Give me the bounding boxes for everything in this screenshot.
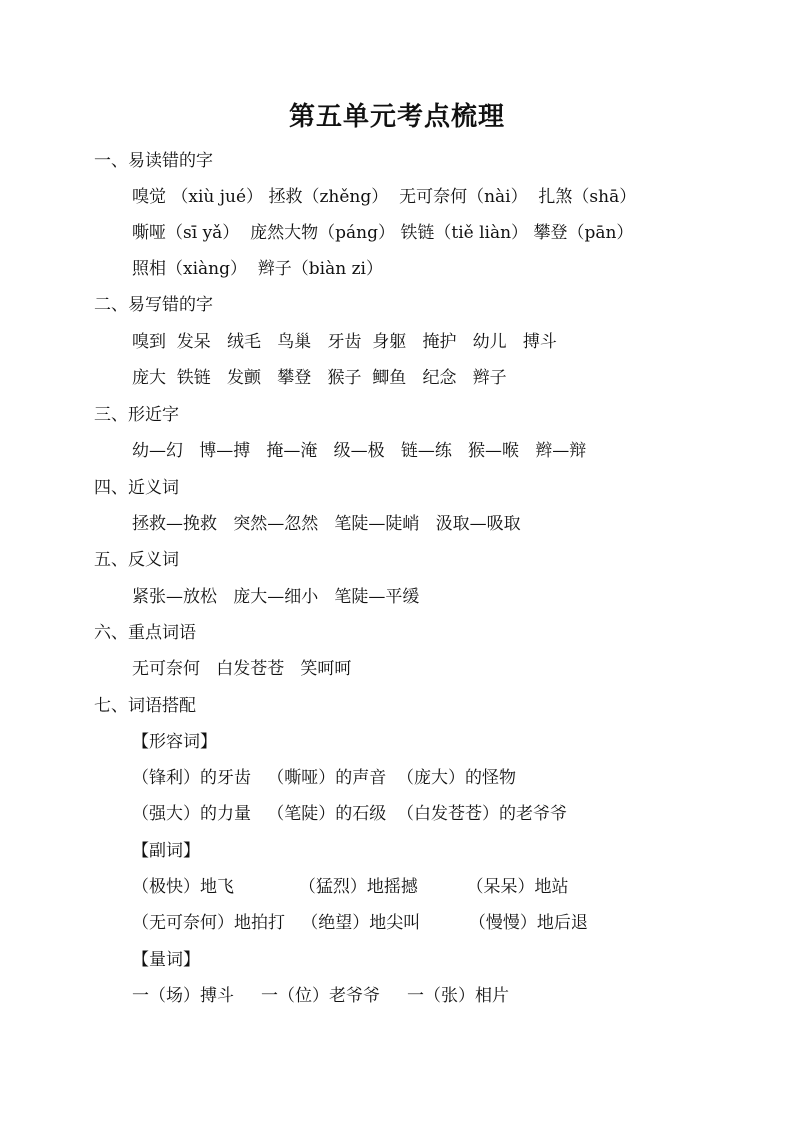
section-heading: 一、易读错的字: [94, 151, 213, 171]
subsection-label: 【形容词】: [132, 732, 217, 752]
section-heading: 六、重点词语: [94, 623, 196, 643]
content-line: 一（场）搏斗 一（位）老爷爷 一（张）相片: [132, 986, 510, 1006]
content-line: 无可奈何 白发苍苍 笑呵呵: [132, 659, 352, 679]
content-line: 紧张—放松 庞大—细小 笔陡—平缓: [132, 587, 420, 607]
subsection-label: 【副词】: [132, 841, 200, 861]
section-heading: 五、反义词: [94, 550, 179, 570]
content-line: （锋利）的牙齿 （嘶哑）的声音 （庞大）的怪物: [132, 768, 517, 788]
content-line: 嗅到 发呆 绒毛 鸟巢 牙齿 身躯 掩护 幼儿 搏斗: [132, 332, 557, 352]
content-line: （强大）的力量 （笔陡）的石级 （白发苍苍）的老爷爷: [132, 804, 568, 824]
subsection-label: 【量词】: [132, 950, 200, 970]
section-heading: 七、词语搭配: [94, 696, 196, 716]
section-heading: 三、形近字: [94, 405, 179, 425]
section-heading: 二、易写错的字: [94, 295, 213, 315]
content-line: 幼—幻 博—搏 掩—淹 级—极 链—练 猴—喉 辫—辩: [132, 441, 587, 461]
content-line: 嘶哑（sī yǎ） 庞然大物（páng） 铁链（tiě liàn） 攀登（pān）: [132, 223, 634, 243]
page-title: 第五单元考点梳理: [288, 102, 505, 132]
content-line: 庞大 铁链 发颤 攀登 猴子 鲫鱼 纪念 辫子: [132, 368, 507, 388]
content-line: 照相（xiàng） 辫子（biàn zi）: [132, 259, 383, 279]
content-line: （无可奈何）地拍打 （绝望）地尖叫 （慢慢）地后退: [132, 913, 588, 933]
content-line: 拯救—挽救 突然—忽然 笔陡—陡峭 汲取—吸取: [132, 514, 521, 534]
content-line: 嗅觉 （xiù jué） 拯救（zhěng） 无可奈何（nài） 扎煞（shā）: [132, 187, 637, 207]
content-line: （极快）地飞 （猛烈）地摇撼 （呆呆）地站: [132, 877, 569, 897]
section-heading: 四、近义词: [94, 478, 179, 498]
